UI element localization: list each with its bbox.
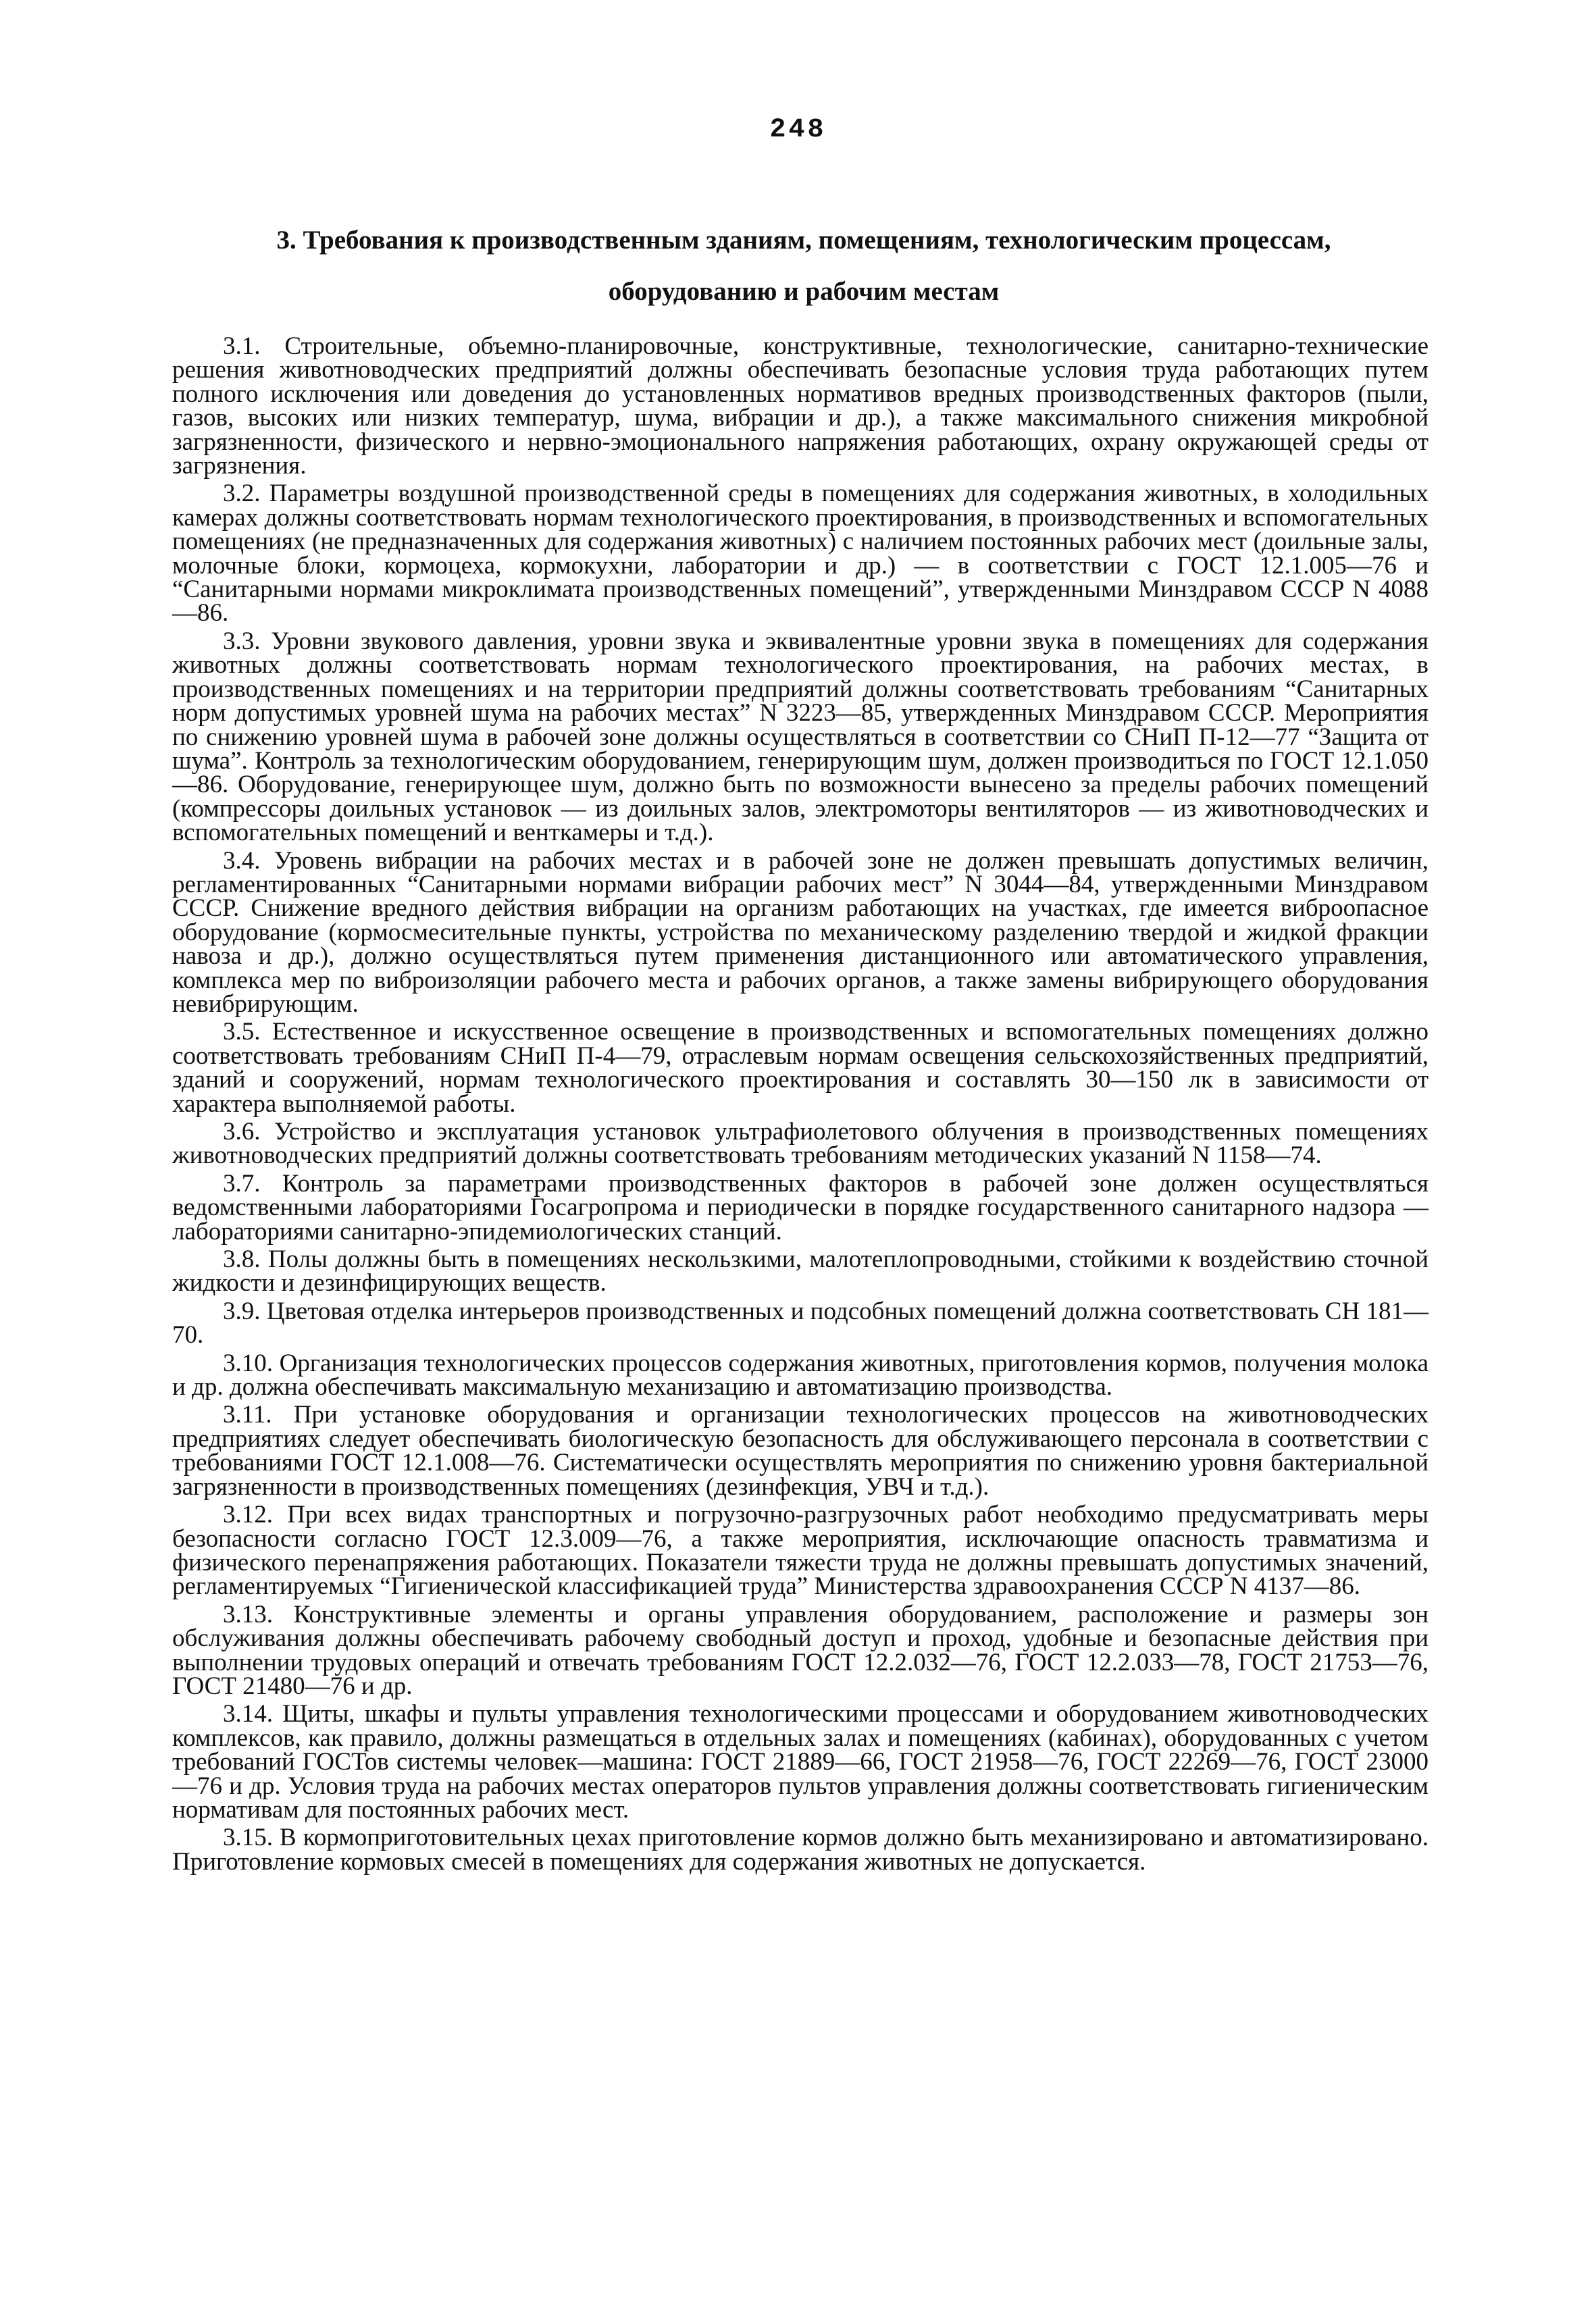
paragraph-text: Естественное и искусственное освещение в производственных и вспомогательных помещениях должно соответствовать требованиям СНиП П-4—79, отраслевым нормам освещения сельскохозяйственных предприятий, зданий и сооружений, нормам технологического проектирования и составлять 30—150 лк в зависимости от характера выполняемой работы. [172,1018,1429,1118]
paragraph-text: Строительные, объемно-планировочные, конструктивные, технологические, санитарно-технические решения животноводческих предприятий должны обеспечивать безопасные условия труда работающих путем полного исключения или доведения до установленных нормативов вредных производственных факторов (пыли, газов, высоких или низких температур, шума, вибрации и др.), а также максимального снижения микробной загрязненности, физического и нервно-эмоционального напряжения работающих, охрану окружающей среды от загрязнения. [172,332,1429,480]
paragraph-text: Уровень вибрации на рабочих местах и в рабочей зоне не должен превышать допустимых величин, регламентированных “Санитарными нормами вибрации рабочих мест” N 3044—84, утвержденными Минздравом СССР. Снижение вредного действия вибрации на организм работающих на участках, где имеется виброопасное оборудование (кормосмесительные пункты, устройства по механическому разделению твердой и жидкой фракции навоза и др.), должно осуществляться путем применения дистанционного или автоматического управления, комплекса мер по виброизоляции рабочего места и рабочих органов, а также замены вибрирующего оборудования невибрирующим. [172,846,1429,1018]
paragraph-number: 3.10. [223,1349,273,1377]
paragraph-3-9 [172,1297,1428,1349]
paragraph-3-14 [172,1702,1428,1822]
paragraph-number: 3.2. [223,480,261,508]
paragraph-text: Устройство и эксплуатация установок ультрафиолетового облучения в производственных помещениях животноводческих предприятий должны соответствовать требованиям методических указаний N 1158—74. [172,1118,1428,1170]
paragraph-text: Организация технологических процессов содержания животных, приготовления кормов, получения молока и др. должна обеспечивать максимальную механизацию и автоматизацию производства. [172,1349,1428,1402]
paragraph-text: В кормоприготовительных цехах приготовление кормов должно быть механизировано и автоматизировано. Приготовление кормовых смесей в помещениях для содержания животных не допускается. [172,1824,1428,1876]
paragraph-3-3 [172,629,1428,845]
paragraph-number: 3.3. [223,627,261,655]
paragraph-3-2 [172,482,1428,625]
paragraph-number: 3.15. [223,1824,273,1852]
paragraph-number: 3.14. [223,1700,273,1728]
paragraph-3-8 [172,1245,1428,1297]
paragraph-text: Щиты, шкафы и пульты управления технологическими процессами и оборудованием животноводческих комплексов, как правило, должны размещаться в отдельных залах и помещениях (кабинах), оборудованных с учетом требований ГОСТов системы человек—машина: ГОСТ 21889—66, ГОСТ 21958—76, ГОСТ 22269—76, ГОСТ 23000—76 и др. Условия труда на рабочих местах операторов пультов управления должны соответствовать гигиеническим нормативам для постоянных рабочих мест. [172,1700,1429,1824]
paragraph-3-13 [172,1600,1428,1700]
paragraph-number: 3.7. [223,1169,261,1198]
paragraph-3-1 [172,334,1428,478]
paragraph-number: 3.8. [223,1245,261,1274]
paragraph-number: 3.11. [223,1401,272,1429]
page-number: 248 [769,115,827,145]
paragraph-number: 3.13. [223,1600,273,1628]
paragraph-number: 3.12. [223,1501,273,1529]
paragraph-text: Конструктивные элементы и органы управления оборудованием, расположение и размеры зон обслуживания должны обеспечивать рабочему свободный доступ и проход, удобные и безопасные действия при выполнении трудовых операций и отвечать требованиям ГОСТ 12.2.032—76, ГОСТ 12.2.033—78, ГОСТ 21753—76, ГОСТ 21480—76 и др. [172,1600,1428,1700]
paragraph-text: Цветовая отделка интерьеров производственных и подсобных помещений должна соответствовать СН 181—70. [172,1297,1428,1349]
paragraph-text: Контроль за параметрами производственных факторов в рабочей зоне должен осуществляться ведомственными лабораториями Госагропрома и периодически в порядке государственного санитарного надзора — лабораториями санитарно-эпидемиологических станций. [172,1169,1428,1245]
body-text [172,334,1428,1878]
paragraph-3-11 [172,1403,1428,1499]
paragraph-number: 3.4. [223,846,261,875]
paragraph-3-15 [172,1826,1428,1874]
paragraph-3-7 [172,1169,1428,1245]
paragraph-3-5 [172,1020,1428,1116]
paragraph-3-10 [172,1349,1428,1402]
paragraph-number: 3.5. [223,1018,261,1046]
paragraph-text: Уровни звукового давления, уровни звука и эквивалентные уровни звука в помещениях для содержания животных должны соответствовать нормам технологического проектирования, на рабочих местах, в производственных помещениях и на территории предприятий должны соответствовать требованиям “Санитарных норм допустимых уровней шума на рабочих местах” N 3223—85, утвержденных Минздравом СССР. Мероприятия по снижению уровней шума в рабочей зоне должны осуществляться в соответствии со СНиП П-12—77 “Защита от шума”. Контроль за технологическим оборудованием, генерирующим шум, должен производиться по ГОСТ 12.1.050—86. Оборудование, генерирующее шум, должно быть по возможности вынесено за пределы рабочих помещений (компрессоры доильных установок — из доильных залов, электромоторы вентиляторов — из животноводческих и вспомогательных помещений и венткамеры и т.д.). [172,627,1428,847]
paragraph-text: Параметры воздушной производственной среды в помещениях для содержания животных, в холодильных камерах должны соответствовать нормам технологического проектирования, в производственных и вспомогательных помещениях (не предназначенных для содержания животных) с наличием постоянных рабочих мест (доильные залы, молочные блоки, кормоцеха, кормокухни, лаборатории и др.) — в соответствии с ГОСТ 12.1.005—76 и “Санитарными нормами микроклимата производственных помещений”, утвержденными Минздравом СССР N 4088—86. [172,480,1429,627]
paragraph-3-4 [172,846,1429,1018]
paragraph-number: 3.6. [223,1118,261,1146]
section-title: 3. Требования к производственным зданиям, помещениям, технологическим процессам, оборудованию и рабочим местам [276,226,1331,306]
paragraph-text: Полы должны быть в помещениях нескользкими, малотеплопроводными, стойкими к воздействию сточной жидкости и дезинфицирующих веществ. [172,1245,1428,1297]
paragraph-number: 3.1. [223,332,261,360]
paragraph-text: При установке оборудования и организации технологических процессов на животноводческих предприятиях следует обеспечивать биологическую безопасность для обслуживающего персонала в соответствии с требованиями ГОСТ 12.1.008—76. Систематически осуществлять мероприятия по снижению уровня бактериальной загрязненности в производственных помещениях (дезинфекция, УВЧ и т.д.). [172,1401,1429,1501]
paragraph-text: При всех видах транспортных и погрузочно-разгрузочных работ необходимо предусматривать меры безопасности согласно ГОСТ 12.3.009—76, а также мероприятия, исключающие опасность травматизма и физического перенапряжения работающих. Показатели тяжести труда не должны превышать допустимых значений, регламентируемых “Гигиенической классификацией труда” Министерства здравоохранения СССР N 4137—86. [172,1501,1429,1601]
paragraph-3-6 [172,1120,1428,1168]
paragraph-3-12 [172,1503,1428,1599]
paragraph-number: 3.9. [223,1297,261,1325]
